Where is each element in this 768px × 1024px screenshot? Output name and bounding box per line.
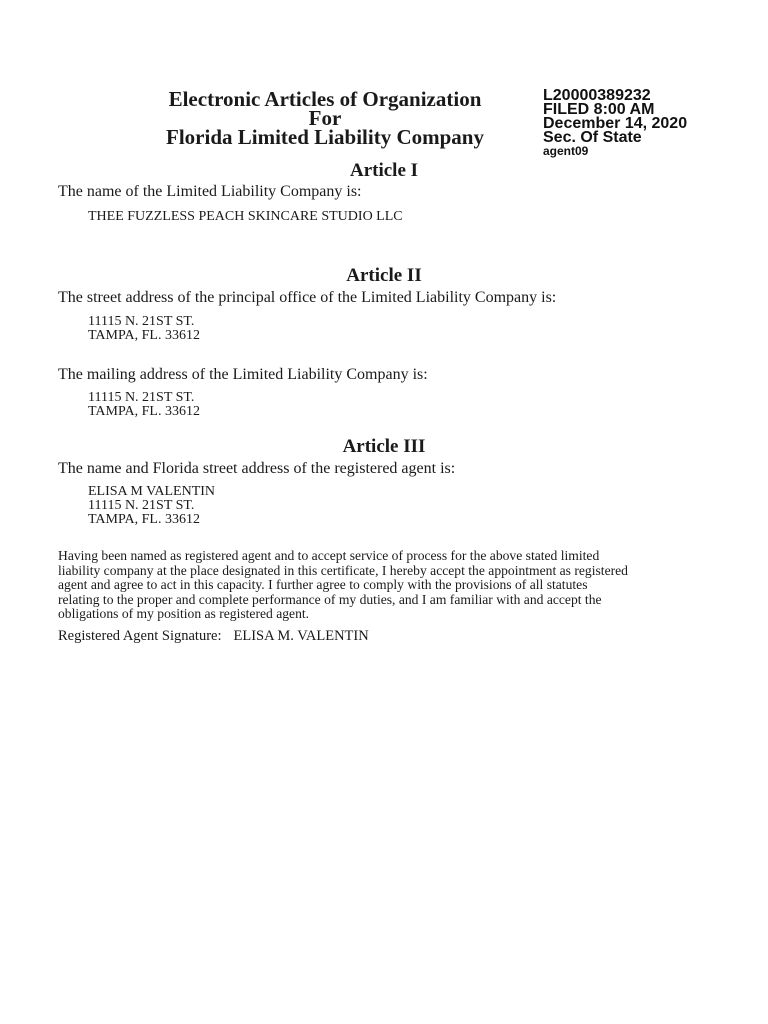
article-1-heading: Article I — [349, 160, 419, 181]
registered-agent-statement: The name and Florida street address of the registered agent is: — [58, 460, 456, 477]
mailing-address-statement: The mailing address of the Limited Liability Company is: — [58, 366, 428, 383]
mailing-address-line-2: TAMPA, FL. 33612 — [88, 404, 200, 419]
company-name-text: THEE FUZZLESS PEACH SKINCARE STUDIO LLC — [88, 209, 403, 224]
title-line-2: For — [308, 106, 342, 130]
acceptance-line-3: agent and agree to act in this capacity. I further agree to comply with the provisions of all statutes — [58, 577, 588, 592]
agent-address-line-1: 11115 N. 21ST ST. — [88, 498, 195, 513]
acceptance-line-2: liability company at the place designated in this certificate, I hereby accept the appointment as registered — [58, 562, 628, 578]
company-name — [88, 210, 403, 224]
filing-stamp — [543, 89, 687, 157]
registered-agent-block — [88, 485, 215, 527]
document-number: L20000389232 — [543, 87, 651, 104]
title-line-3: Florida Limited Liability Company — [166, 125, 484, 149]
acceptance-line-5: obligations of my position as registered agent. — [58, 606, 310, 621]
signature-value: ELISA M. VALENTIN — [233, 628, 369, 644]
agent-acceptance-paragraph — [58, 549, 683, 622]
article-2-heading: Article II — [346, 265, 422, 286]
article-1-statement: The name of the Limited Liability Company is: — [58, 183, 362, 200]
principal-address-line-2: TAMPA, FL. 33612 — [88, 328, 200, 343]
filed-date: December 14, 2020 — [543, 115, 688, 132]
agent-address-line-2: TAMPA, FL. 33612 — [88, 512, 200, 527]
mailing-address — [88, 391, 200, 419]
acceptance-line-1: Having been named as registered agent and to accept service of process for the above stated limited — [58, 548, 600, 563]
article-3-heading: Article III — [342, 436, 426, 457]
signature-label: Registered Agent Signature: — [58, 628, 222, 644]
filing-office: Sec. Of State — [543, 129, 642, 146]
registered-agent-signature — [58, 628, 369, 644]
mailing-address-line-1: 11115 N. 21ST ST. — [88, 390, 195, 405]
acceptance-line-4: relating to the proper and complete performance of my duties, and I am familiar with and accept the — [58, 591, 602, 607]
principal-address — [88, 315, 200, 343]
principal-address-line-1: 11115 N. 21ST ST. — [88, 314, 195, 329]
agent-name: ELISA M VALENTIN — [88, 484, 216, 499]
agent-code: agent09 — [543, 144, 589, 158]
principal-office-statement: The street address of the principal office of the Limited Liability Company is: — [58, 289, 557, 306]
document-title — [120, 87, 530, 149]
title-line-1: Electronic Articles of Organization — [168, 87, 482, 111]
filed-time: FILED 8:00 AM — [543, 101, 655, 118]
